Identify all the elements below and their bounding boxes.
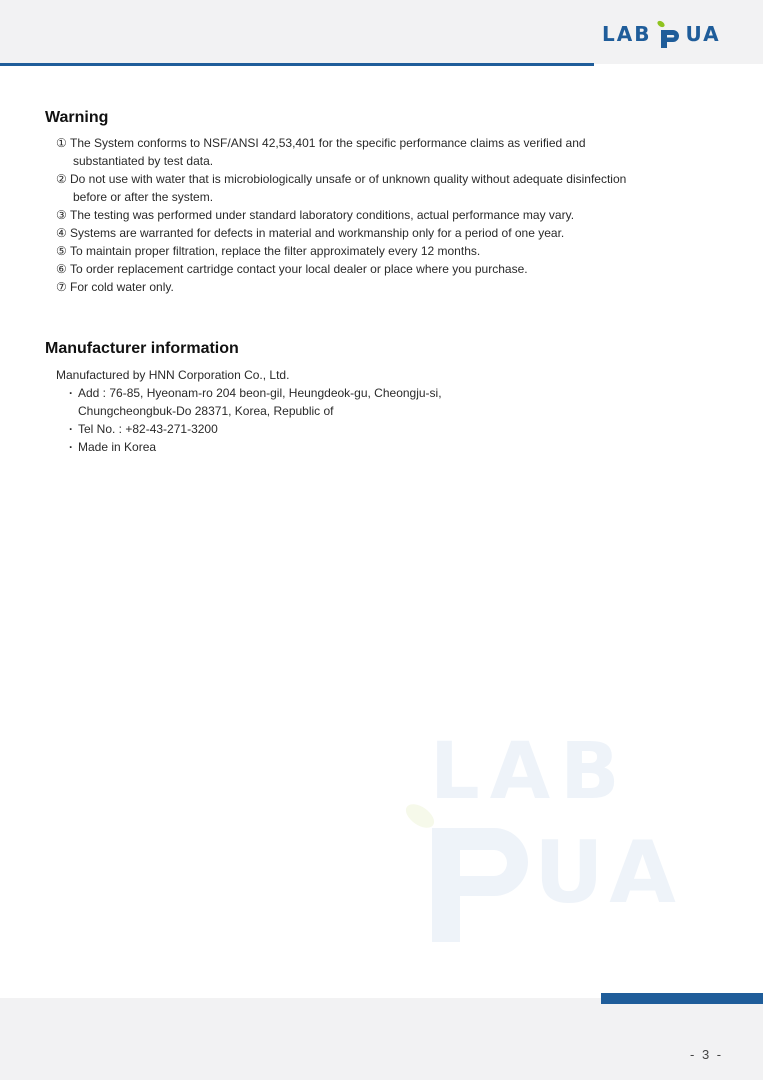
watermark-text-lab: LAB [430,730,630,817]
item-number: ⑥ [56,262,67,276]
logo-text-lab: LAB [602,22,652,46]
manufacturer-title: Manufacturer information [45,340,239,357]
list-item [56,170,676,206]
item-text-cont: before or after the system. [73,190,214,204]
address-line-1: Add : 76-85, Hyeonam-ro 204 beon-gil, Heungdeok-gu, Cheongju-si, [78,386,442,400]
item-text: To order replacement cartridge contact your local dealer or place where you purchase. [70,262,528,276]
footer-accent-bar [601,993,763,1004]
watermark-text-ua: UA [534,823,684,923]
address-line-2: Chungcheongbuk-Do 28371, Korea, Republic of [78,404,334,418]
address-item [69,384,442,420]
list-item [56,260,676,278]
list-item [56,134,676,170]
list-item [56,242,676,260]
warning-list [56,134,676,296]
item-number: ④ [56,226,67,240]
item-text: The testing was performed under standard laboratory conditions, actual performance may vary. [70,208,575,222]
header-divider [0,63,594,66]
item-number: ⑤ [56,244,67,258]
page-number: - 3 - [690,1047,724,1062]
item-text: Systems are warranted for defects in material and workmanship only for a period of one year. [70,226,565,240]
labpua-logo [602,18,721,50]
watermark-logo [402,730,722,950]
tel-item: · Tel No. : +82-43-271-3200 [69,420,442,438]
item-text: The System conforms to NSF/ANSI 42,53,401 for the specific performance claims as verified and [70,136,586,150]
manufacturer-info [56,366,442,456]
list-item [56,206,676,224]
item-text: To maintain proper filtration, replace the filter approximately every 12 months. [70,244,481,258]
warning-title: Warning [45,109,109,126]
manufacturer-details [56,384,442,456]
origin-item: · Made in Korea [69,438,442,456]
item-text: Do not use with water that is microbiologically unsafe or of unknown quality without adequate disinfection [70,172,627,186]
manufacturer-name: Manufactured by HNN Corporation Co., Ltd. [56,368,290,382]
logo-text-ua: UA [685,22,721,46]
footer-band [0,998,763,1080]
watermark-p-icon [432,828,528,942]
item-number: ⑦ [56,280,67,294]
item-number: ② [56,172,67,186]
item-text: For cold water only. [70,280,174,294]
list-item [56,224,676,242]
logo-p-leaf-icon [653,18,683,50]
item-number: ① [56,136,67,150]
item-text-cont: substantiated by test data. [73,154,214,168]
item-number: ③ [56,208,67,222]
list-item [56,278,676,296]
